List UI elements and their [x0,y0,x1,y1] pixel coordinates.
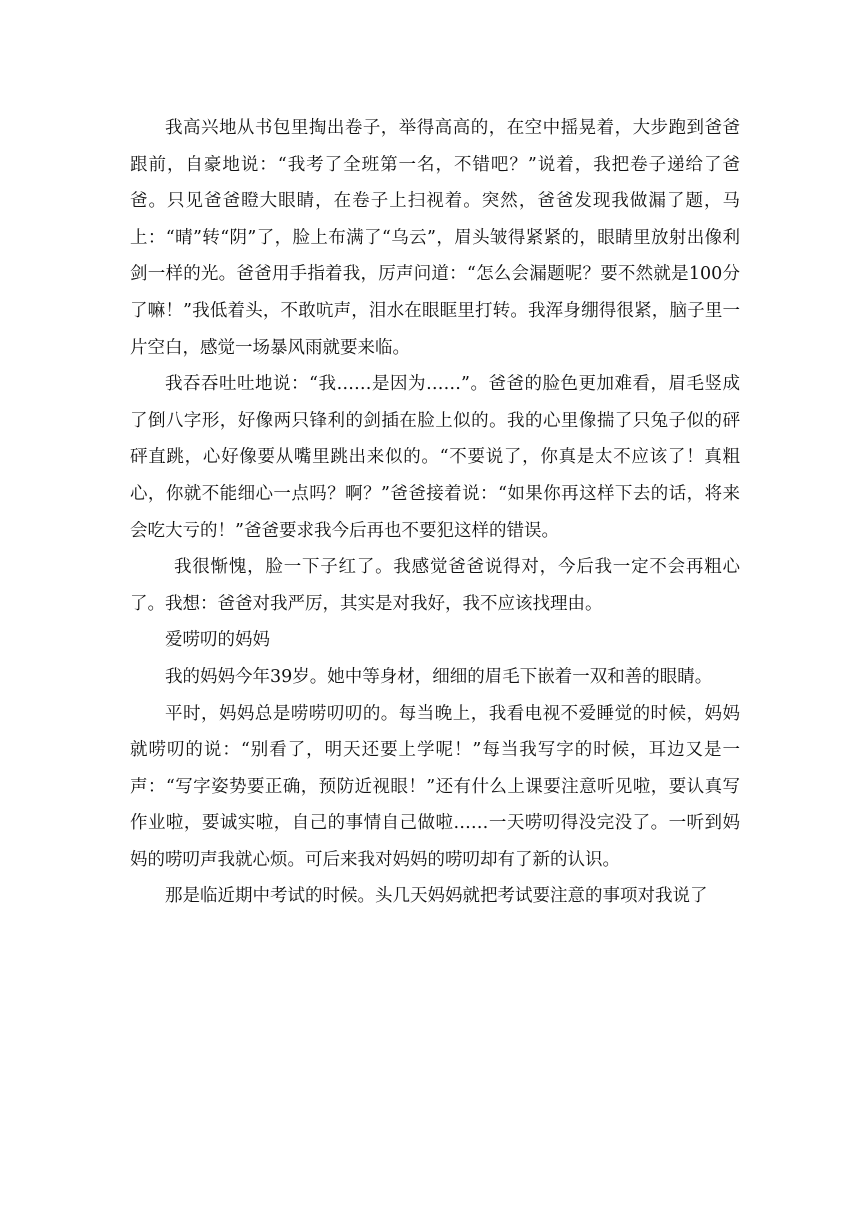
paragraph-report-card: 我高兴地从书包里掏出卷子，举得高高的，在空中摇晃着，大步跑到爸爸跟前，自豪地说：“我考了全班第一名，不错吧？”说着，我把卷子递给了爸爸。只见爸爸瞪大眼睛，在卷子上扫视着。突然，爸爸发现我做漏了题，马上：“晴”转“阴”了，脸上布满了“乌云”，眉头皱得紧紧的，眼睛里放射出像利剑一样的光。爸爸用手指着我，厉声问道：“怎么会漏题呢？要不然就是100分了嘛！”我低着头，不敢吭声，泪水在眼眶里打转。我浑身绷得很紧，脑子里一片空白，感觉一场暴风雨就要来临。 [130,118,740,358]
paragraph-mother-nagging: 平时，妈妈总是唠唠叨叨的。每当晚上，我看电视不爱睡觉的时候，妈妈就唠叨的说：“别看了，明天还要上学呢！”每当我写字的时候，耳边又是一声：“写字姿势要正确，预防近视眼！”还有什么上课要注意听见啦，要认真写作业啦，要诚实啦，自己的事情自己做啦……一天唠叨得没完没了。一听到妈妈的唠叨声我就心烦。可后来我对妈妈的唠叨却有了新的认识。 [130,703,740,870]
document-body [130,110,740,915]
paragraph-mother-intro: 我的妈妈今年39岁。她中等身材，细细的眉毛下嵌着一双和善的眼睛。 [165,666,713,687]
paragraph-exam-time: 那是临近期中考试的时候。头几天妈妈就把考试要注意的事项对我说了 [165,886,708,907]
section-title: 爱唠叨的妈妈 [165,630,270,651]
paragraph-reflection: 我很惭愧，脸一下子红了。我感觉爸爸说得对，今后我一定不会再粗心了。我想：爸爸对我严厉，其实是对我好，我不应该找理由。 [130,557,740,614]
paragraph-father-angry: 我吞吞吐吐地说：“我……是因为……”。爸爸的脸色更加难看，眉毛竖成了倒八字形，好像两只锋利的剑插在脸上似的。我的心里像揣了只兔子似的砰砰直跳，心好像要从嘴里跳出来似的。“不要说了，你真是太不应该了！真粗心，你就不能细心一点吗？啊？”爸爸接着说：“如果你再这样下去的话，将来会吃大亏的！”爸爸要求我今后再也不要犯这样的错误。 [130,374,740,541]
